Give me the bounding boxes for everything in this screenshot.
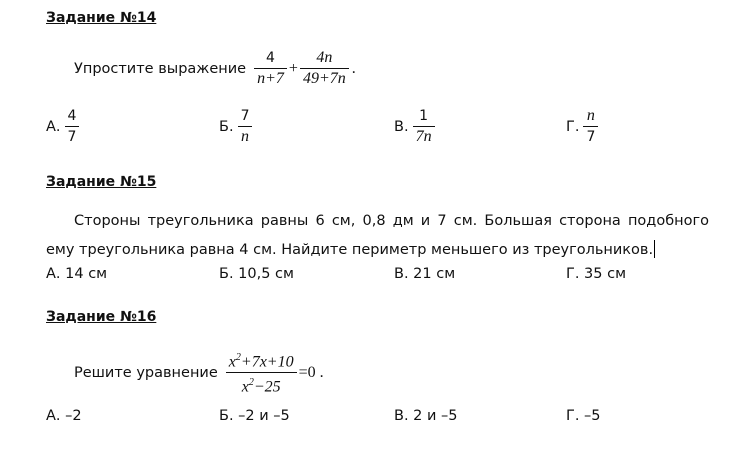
task14-plus: + bbox=[288, 59, 298, 77]
task14-end: . bbox=[351, 59, 356, 77]
task14-option-d[interactable]: Г. $\frac{n}{7}$ bbox=[566, 106, 598, 147]
task16-option-b[interactable]: Б. –2 и –5 bbox=[219, 408, 290, 424]
task15-option-a[interactable]: А. 14 см bbox=[46, 266, 108, 282]
task16-question bbox=[74, 348, 324, 398]
task14-option-b[interactable]: Б. $\frac{7}{n}$ bbox=[219, 106, 252, 147]
task14-option-a[interactable]: А. $\frac{4}{7}$ bbox=[46, 106, 79, 147]
task16-fraction: $\frac{x^2+7x+10}{x^2-25}$ bbox=[226, 348, 297, 398]
task16-end: . bbox=[319, 363, 324, 381]
task16-heading: Задание №16 bbox=[46, 309, 157, 325]
task14-prompt: Упростите выражение bbox=[74, 60, 247, 77]
task14-heading: Задание №14 bbox=[46, 10, 157, 26]
task16-rhs: =0 bbox=[298, 363, 316, 381]
task14-question bbox=[74, 48, 356, 89]
task16-prompt: Решите уравнение bbox=[74, 364, 218, 381]
task15-text-block bbox=[46, 207, 709, 265]
task14-fraction-2: $\frac{4n}{49+7n}$ bbox=[300, 48, 349, 89]
text-cursor bbox=[654, 240, 655, 258]
task15-option-d[interactable]: Г. 35 см bbox=[566, 266, 627, 282]
task14-option-c[interactable]: В. $\frac{1}{7n}$ bbox=[394, 106, 435, 147]
task16-option-c[interactable]: В. 2 и –5 bbox=[394, 408, 458, 424]
task15-text: Стороны треугольника равны 6 см, 0,8 дм и 7 см. Большая сторона подобного ему треугольника равна 4 см. Найдите периметр меньшего из треугольников. bbox=[46, 213, 709, 258]
task15-option-c[interactable]: В. 21 см bbox=[394, 266, 456, 282]
task16-option-d[interactable]: Г. –5 bbox=[566, 408, 601, 424]
task16-option-a[interactable]: А. –2 bbox=[46, 408, 82, 424]
task15-option-b[interactable]: Б. 10,5 см bbox=[219, 266, 294, 282]
task15-heading: Задание №15 bbox=[46, 174, 157, 190]
task14-fraction-1: $\frac{4}{n+7}$ bbox=[254, 48, 287, 89]
